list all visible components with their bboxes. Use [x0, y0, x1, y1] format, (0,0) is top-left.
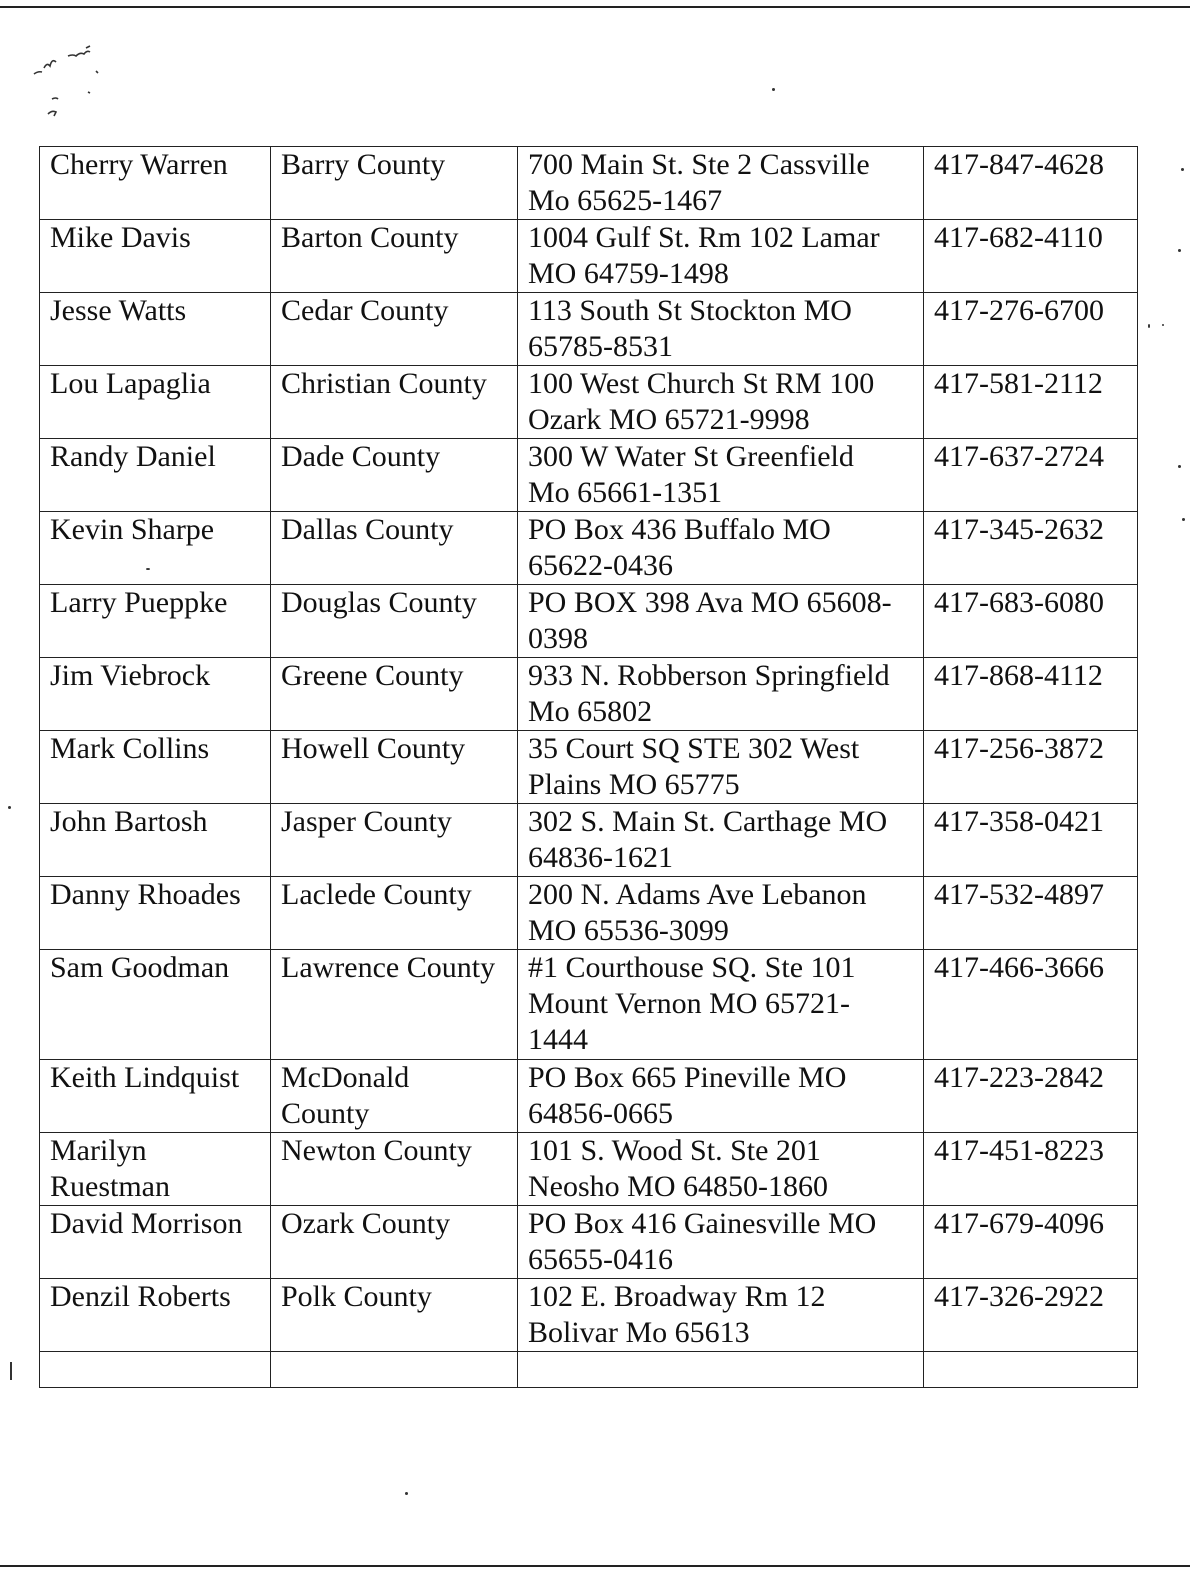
scan-speck: [1178, 249, 1181, 252]
empty-table-row: [40, 1352, 1138, 1388]
bottom-page-rule: [0, 1565, 1190, 1567]
contact-name: Larry Pueppke: [40, 585, 271, 658]
contact-county: Howell County: [271, 731, 518, 804]
scan-speck: [1178, 465, 1181, 468]
contact-address: 700 Main St. Ste 2 Cassville Mo 65625-1467: [518, 147, 924, 220]
scan-speck: [772, 88, 775, 91]
contact-address: PO Box 665 Pineville MO 64856-0665: [518, 1060, 924, 1133]
contact-address: 100 West Church St RM 100 Ozark MO 65721-9998: [518, 366, 924, 439]
scan-speck: [1148, 324, 1150, 328]
contact-phone: 417-276-6700: [924, 293, 1138, 366]
contact-county: Dade County: [271, 439, 518, 512]
table-row: [40, 366, 1138, 439]
table-row: [40, 1060, 1138, 1133]
contact-name: Jesse Watts: [40, 293, 271, 366]
top-page-rule: [0, 6, 1190, 8]
contact-phone: 417-358-0421: [924, 804, 1138, 877]
table-row: [40, 147, 1138, 220]
contact-address: 302 S. Main St. Carthage MO 64836-1621: [518, 804, 924, 877]
scan-speck: [10, 1362, 12, 1380]
table-row: [40, 804, 1138, 877]
contact-address: 101 S. Wood St. Ste 201 Neosho MO 64850-1860: [518, 1133, 924, 1206]
contact-phone: 417-223-2842: [924, 1060, 1138, 1133]
contact-county: Christian County: [271, 366, 518, 439]
contact-county: Greene County: [271, 658, 518, 731]
contact-phone: 417-847-4628: [924, 147, 1138, 220]
table-row: [40, 585, 1138, 658]
contact-phone: 417-345-2632: [924, 512, 1138, 585]
contact-phone: 417-868-4112: [924, 658, 1138, 731]
contact-county: Barry County: [271, 147, 518, 220]
table-row: [40, 1279, 1138, 1352]
contact-county: [271, 1352, 518, 1388]
contact-name: John Bartosh: [40, 804, 271, 877]
contact-county: McDonald County: [271, 1060, 518, 1133]
contact-county: Cedar County: [271, 293, 518, 366]
handwritten-scribble-mark: [20, 38, 130, 128]
contact-county: Ozark County: [271, 1206, 518, 1279]
contact-county: Polk County: [271, 1279, 518, 1352]
contact-name: Keith Lindquist: [40, 1060, 271, 1133]
scan-speck: [405, 1492, 408, 1495]
contact-address: 200 N. Adams Ave Lebanon MO 65536-3099: [518, 877, 924, 950]
contact-name: David Morrison: [40, 1206, 271, 1279]
contact-name: Mark Collins: [40, 731, 271, 804]
table-row: [40, 731, 1138, 804]
contact-address: 113 South St Stockton MO 65785-8531: [518, 293, 924, 366]
contact-name: Sam Goodman: [40, 950, 271, 1060]
contact-address: 1004 Gulf St. Rm 102 Lamar MO 64759-1498: [518, 220, 924, 293]
scan-speck: [1162, 324, 1164, 326]
contact-county: Lawrence County: [271, 950, 518, 1060]
contact-phone: 417-637-2724: [924, 439, 1138, 512]
contact-phone: 417-679-4096: [924, 1206, 1138, 1279]
table-row: [40, 950, 1138, 1060]
contact-name: Cherry Warren: [40, 147, 271, 220]
contact-county: Laclede County: [271, 877, 518, 950]
contact-phone: 417-326-2922: [924, 1279, 1138, 1352]
contact-address: #1 Courthouse SQ. Ste 101 Mount Vernon MO 65721- 1444: [518, 950, 924, 1060]
table-row: [40, 658, 1138, 731]
contact-name: Lou Lapaglia: [40, 366, 271, 439]
contact-county: Newton County: [271, 1133, 518, 1206]
table-row: [40, 1206, 1138, 1279]
contact-address: 300 W Water St Greenfield Mo 65661-1351: [518, 439, 924, 512]
contact-name: Danny Rhoades: [40, 877, 271, 950]
contact-phone: 417-466-3666: [924, 950, 1138, 1060]
contact-county: Douglas County: [271, 585, 518, 658]
contact-address: [518, 1352, 924, 1388]
contact-county: Jasper County: [271, 804, 518, 877]
contact-address: PO Box 416 Gainesville MO 65655-0416: [518, 1206, 924, 1279]
table-row: [40, 439, 1138, 512]
contact-address: 933 N. Robberson Springfield Mo 65802: [518, 658, 924, 731]
contact-phone: 417-581-2112: [924, 366, 1138, 439]
contact-phone: 417-682-4110: [924, 220, 1138, 293]
contact-phone: 417-683-6080: [924, 585, 1138, 658]
table-row: [40, 220, 1138, 293]
contact-address: PO Box 436 Buffalo MO 65622-0436: [518, 512, 924, 585]
contact-name: Kevin Sharpe: [40, 512, 271, 585]
contact-address: 102 E. Broadway Rm 12 Bolivar Mo 65613: [518, 1279, 924, 1352]
table-row: [40, 293, 1138, 366]
table-row: [40, 877, 1138, 950]
contact-phone: [924, 1352, 1138, 1388]
contact-name: Marilyn Ruestman: [40, 1133, 271, 1206]
table-row: [40, 512, 1138, 585]
contact-name: Randy Daniel: [40, 439, 271, 512]
contact-address: 35 Court SQ STE 302 West Plains MO 65775: [518, 731, 924, 804]
contact-phone: 417-451-8223: [924, 1133, 1138, 1206]
contact-address: PO BOX 398 Ava MO 65608- 0398: [518, 585, 924, 658]
contact-phone: 417-256-3872: [924, 731, 1138, 804]
contact-name: [40, 1352, 271, 1388]
scan-speck: [8, 806, 11, 809]
table-row: [40, 1133, 1138, 1206]
scan-speck: [1181, 168, 1184, 171]
contact-phone: 417-532-4897: [924, 877, 1138, 950]
scan-speck: [1182, 518, 1185, 521]
county-contact-table: [39, 146, 1138, 1388]
contact-name: Mike Davis: [40, 220, 271, 293]
contact-county: Barton County: [271, 220, 518, 293]
contact-county: Dallas County: [271, 512, 518, 585]
contact-name: Denzil Roberts: [40, 1279, 271, 1352]
contact-name: Jim Viebrock: [40, 658, 271, 731]
